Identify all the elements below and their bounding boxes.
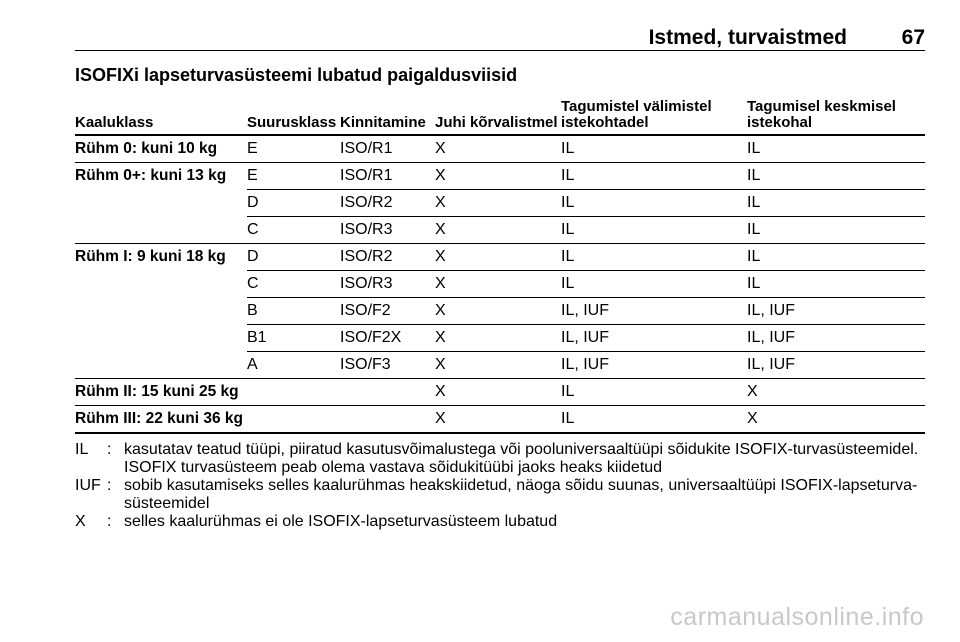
table-cell: IL <box>747 271 925 298</box>
column-header-front-passenger: Juhi kõrvalistmel <box>435 98 561 135</box>
table-cell: IL <box>561 244 747 271</box>
table-cell <box>75 217 247 244</box>
table-cell: Rühm I: 9 kuni 18 kg <box>75 248 226 266</box>
table-cell: IL <box>561 271 747 298</box>
table-cell: IL, IUF <box>561 298 747 325</box>
table-cell: IL <box>747 135 925 163</box>
table-row <box>75 325 925 352</box>
table-cell: E <box>247 163 340 190</box>
watermark: carmanualsonline.info <box>670 603 924 631</box>
table-row <box>75 298 925 325</box>
note-text: sobib kasutamiseks selles kaalurühmas heakskiidetud, näoga sõidu suunas, universaaltüüpi ISOFIX-lapseturva- süsteemidel <box>124 477 918 512</box>
table-cell <box>75 190 247 217</box>
legend-notes <box>75 441 930 531</box>
table-cell: X <box>435 325 561 352</box>
table-row <box>75 271 925 298</box>
table-cell: X <box>435 135 561 163</box>
table-cell: X <box>747 406 925 434</box>
table-cell: ISO/F2 <box>340 298 435 325</box>
table-cell: A <box>247 352 340 379</box>
table-cell: X <box>435 217 561 244</box>
table-cell: ISO/R1 <box>340 135 435 163</box>
table-cell: IL <box>747 163 925 190</box>
table-cell: X <box>435 379 561 406</box>
table-row <box>75 135 925 163</box>
table-cell: Rühm 0: kuni 10 kg <box>75 135 247 163</box>
table-cell <box>75 352 247 379</box>
table-cell: ISO/R2 <box>340 190 435 217</box>
table-cell: IL <box>561 163 747 190</box>
table-row <box>75 163 925 190</box>
table-cell: X <box>435 190 561 217</box>
table-cell: IL, IUF <box>747 325 925 352</box>
table-cell: ISO/R3 <box>340 217 435 244</box>
table-cell: IL, IUF <box>561 352 747 379</box>
table-header-row <box>75 98 925 135</box>
table-cell: IL <box>561 379 747 406</box>
table-cell: D <box>247 190 340 217</box>
table-cell: ISO/R2 <box>340 244 435 271</box>
table-cell: X <box>435 244 561 271</box>
column-header-fixture: Kinnitamine <box>340 98 435 135</box>
isofix-table <box>75 98 925 434</box>
table-cell: ISO/F3 <box>340 352 435 379</box>
page-number: 67 <box>901 26 925 49</box>
column-header-size-class: Suurusklass <box>247 98 340 135</box>
table-cell: IL, IUF <box>561 325 747 352</box>
note-key: X <box>75 513 86 530</box>
note-separator: : <box>107 441 112 458</box>
table-cell: Rühm II: 15 kuni 25 kg <box>75 379 247 406</box>
table-cell: X <box>435 271 561 298</box>
table-row <box>75 244 925 271</box>
note-key: IL <box>75 441 89 458</box>
table-row <box>75 352 925 379</box>
column-header-weight-class: Kaaluklass <box>75 98 247 135</box>
table-cell: ISO/R3 <box>340 271 435 298</box>
header-title: Istmed, turvaistmed <box>648 26 847 49</box>
table-cell: ISO/F2X <box>340 325 435 352</box>
table-cell: C <box>247 271 340 298</box>
table-cell <box>75 298 247 325</box>
table-cell: IL <box>747 244 925 271</box>
table-cell: IL, IUF <box>747 352 925 379</box>
table-cell <box>247 406 340 434</box>
table-cell: ISO/R1 <box>340 163 435 190</box>
table-cell: C <box>247 217 340 244</box>
note-text: selles kaalurühmas ei ole ISOFIX-lapseturvasüsteem lubatud <box>124 513 558 530</box>
table-cell: Rühm III: 22 kuni 36 kg <box>75 406 247 434</box>
table-cell <box>75 325 247 352</box>
table-cell <box>75 271 247 298</box>
table-cell: Rühm 0+: kuni 13 kg <box>75 167 227 185</box>
column-header-rear-outboard: Tagumistel välimistel istekohtadel <box>561 98 747 135</box>
table-row <box>75 190 925 217</box>
table-cell <box>340 406 435 434</box>
column-header-rear-center: Tagumisel keskmisel istekohal <box>747 98 925 135</box>
table-cell: IL <box>747 190 925 217</box>
table-row <box>75 379 925 406</box>
table-body <box>75 135 925 433</box>
table-cell: IL <box>561 217 747 244</box>
page-header <box>75 22 925 51</box>
table-cell <box>340 379 435 406</box>
note-separator: : <box>107 477 112 494</box>
table-cell: X <box>435 406 561 434</box>
table-cell: X <box>747 379 925 406</box>
table-row <box>75 217 925 244</box>
table-cell: IL <box>561 406 747 434</box>
table-row <box>75 406 925 434</box>
table-cell <box>247 379 340 406</box>
table-cell: IL <box>747 217 925 244</box>
note-item <box>75 513 930 531</box>
table-cell: B1 <box>247 325 340 352</box>
section-title: ISOFIXi lapseturvasüsteemi lubatud paigaldusviisid <box>75 65 518 85</box>
note-item <box>75 477 930 513</box>
note-separator: : <box>107 513 112 530</box>
table-cell: IL <box>561 190 747 217</box>
table-cell: X <box>435 298 561 325</box>
note-text: kasutatav teatud tüüpi, piiratud kasutusvõimalustega või pooluniversaaltüüpi sõidukite ISOFIX-turvasüsteemidel. ISOFIX turvasüsteem peab olema vastava sõidukitüübi jaoks heaks kiidetud <box>124 441 919 476</box>
table-cell: IL <box>561 135 747 163</box>
table-cell: B <box>247 298 340 325</box>
note-key: IUF <box>75 477 101 494</box>
table-cell: X <box>435 352 561 379</box>
table-cell: E <box>247 135 340 163</box>
table-cell: D <box>247 244 340 271</box>
table-cell: IL, IUF <box>747 298 925 325</box>
note-item <box>75 441 930 477</box>
table-cell: X <box>435 163 561 190</box>
